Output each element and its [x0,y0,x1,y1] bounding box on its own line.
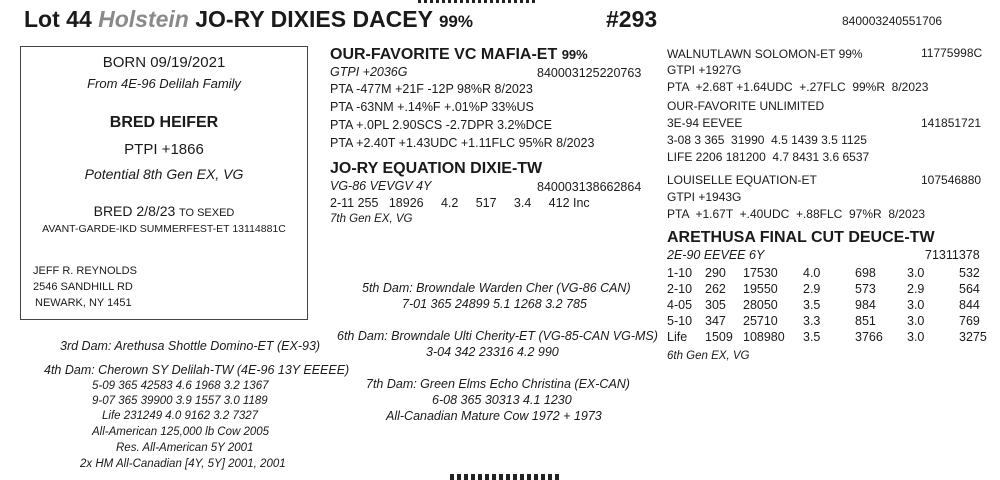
table-cell: 5-10 [667,314,693,328]
table-cell: 108980 [743,330,785,344]
lot-label: Lot 44 [24,6,92,32]
dam-dam-reg: 71311378 [925,248,980,262]
born-date: BORN 09/19/2021 [102,54,226,71]
sire-gtpi: GTPI +2036G [330,65,408,79]
fourth-dam-honor: 2x HM All-Canadian [4Y, 5Y] 2001, 2001 [80,458,286,470]
sire-sire-pta: PTA +2.68T +1.64UDC +.27FLC 99%R 8/2023 [667,80,929,94]
top-border-ornament [418,0,538,3]
table-cell: 564 [959,282,980,296]
dam-sire-pta: PTA +1.67T +.40UDC +.88FLC 97%R 8/2023 [667,207,926,221]
dam-classification: VG-86 VEVGV 4Y [330,179,432,193]
table-cell: 532 [959,266,980,280]
table-cell: 3275 [959,330,987,344]
table-cell: 2.9 [907,282,925,296]
table-cell: 4.0 [803,266,821,280]
table-cell: 3.0 [907,330,925,344]
table-cell: 1-10 [667,266,693,280]
bred-date: BRED 2/8/23 [93,203,176,219]
table-cell: 3766 [855,330,883,344]
dam-dam-generations: 6th Gen EX, VG [667,350,750,362]
dam-sire-name: LOUISELLE EQUATION-ET [667,173,817,187]
sire-dam-record: 3-08 3 365 31990 4.5 1439 3.5 1125 [667,133,867,147]
table-cell: 851 [855,314,876,328]
table-cell: 347 [705,314,726,328]
dam-dam-record-table [667,265,999,345]
table-row [667,329,999,345]
table-cell: 844 [959,298,980,312]
table-cell: 305 [705,298,726,312]
table-cell: 25710 [743,314,778,328]
table-cell: 290 [705,266,726,280]
table-cell: 3.5 [803,298,821,312]
table-row [667,297,999,313]
dam-sire-reg: 107546880 [921,173,982,187]
fourth-dam-honor: Res. All-American 5Y 2001 [116,442,254,454]
third-dam: 3rd Dam: Arethusa Shottle Domino-ET (EX-93) [60,339,321,353]
table-row [667,313,999,329]
sixth-dam: 6th Dam: Browndale Ulti Cherity-ET (VG-85-CAN VG-MS) [337,329,658,343]
animal-registration: 840003240551706 [842,14,943,28]
table-cell: 28050 [743,298,778,312]
sixth-dam-record: 3-04 342 23316 4.2 990 [426,345,559,359]
seventh-dam-record: 6-08 365 30313 4.1 1230 [432,393,572,407]
owner-address: 2546 SANDHILL RD [33,281,133,293]
dam-dam-name: ARETHUSA FINAL CUT DEUCE-TW [667,229,935,246]
sire-dam-name: OUR-FAVORITE UNLIMITED [667,99,825,113]
dam-record: 2-11 255 18926 4.2 517 3.4 412 Inc [330,196,590,210]
sire-sire-reg: 11775998C [921,46,983,60]
lot-header [24,6,473,33]
bottom-border-ornament [450,474,560,480]
table-cell: 3.0 [907,266,925,280]
bred-line [21,203,307,222]
table-cell: 3.0 [907,298,925,312]
table-cell: 769 [959,314,980,328]
animal-status: BRED HEIFER [109,114,219,131]
dam-name: JO-RY EQUATION DIXIE-TW [330,160,543,177]
table-cell: 3.5 [803,330,821,344]
owner-name: JEFF R. REYNOLDS [33,265,137,277]
info-box [20,46,308,320]
table-cell: 984 [855,298,876,312]
breed-label: Holstein [98,6,189,32]
sire-pta-line: PTA +2.40T +1.43UDC +1.11FLC 95%R 8/2023 [330,136,595,150]
table-cell: 19550 [743,282,778,296]
bred-to: TO SEXED [178,207,235,219]
fourth-dam: 4th Dam: Cherown SY Delilah-TW (4E-96 13Y EEEEE) [44,363,350,377]
table-cell: 2-10 [667,282,693,296]
sire-sire-gtpi: GTPI +1927G [667,63,742,77]
table-cell: 2.9 [803,282,821,296]
dam-registration: 840003138662864 [537,180,642,194]
sire-pct: 99% [561,47,588,62]
animal-name: JO-RY DIXIES DACEY [195,6,433,32]
sire-block [330,46,594,152]
sire-dam-reg: 141851721 [921,116,982,130]
fourth-dam-record: 9-07 365 39900 3.9 1557 3.0 1189 [92,395,268,407]
fourth-dam-record: 5-09 365 42583 4.6 1968 3.2 1367 [92,380,269,392]
sire-dam-class: 3E-94 EEVEE [667,116,743,130]
table-cell: 573 [855,282,876,296]
sire-pta-list [330,80,594,152]
dam-dam-records [667,265,999,345]
sire-name: OUR-FAVORITE VC MAFIA-ET [330,46,558,63]
fourth-dam-honor: All-American 125,000 lb Cow 2005 [92,426,270,438]
dam-sire-gtpi: GTPI +1943G [667,190,742,204]
table-cell: 3.0 [907,314,925,328]
sire-registration: 840003125220763 [537,66,642,80]
table-cell: 262 [705,282,726,296]
table-cell: 1509 [705,330,733,344]
table-row [667,281,999,297]
sire-pta-line: PTA -63NM +.14%F +.01%P 33%US [330,100,534,114]
table-cell: Life [667,330,688,344]
table-row [667,265,999,281]
fourth-dam-life: Life 231249 4.0 9162 3.2 7327 [102,410,259,422]
table-cell: 17530 [743,266,778,280]
table-cell: 698 [855,266,876,280]
table-cell: 4-05 [667,298,693,312]
service-sire: AVANT-GARDE-IKD SUMMERFEST-ET 13114881C [42,223,286,235]
sire-pta-line: PTA -477M +21F -12P 98%R 8/2023 [330,82,533,96]
dam-generations: 7th Gen EX, VG [330,213,413,225]
lot-number: #293 [606,6,658,32]
family-line: From 4E-96 Delilah Family [87,76,241,91]
potential-line: Potential 8th Gen EX, VG [84,166,244,182]
sire-pta-line: PTA +.0PL 2.90SCS -2.7DPR 3.2%DCE [330,118,552,132]
sire-title [330,46,594,64]
ptpi-value: PTPI +1866 [124,141,204,158]
animal-pct: 99% [438,12,473,31]
owner-city: NEWARK, NY 1451 [35,297,132,309]
seventh-dam-honor: All-Canadian Mature Cow 1972 + 1973 [386,409,602,423]
seventh-dam: 7th Dam: Green Elms Echo Christina (EX-CAN) [366,377,630,391]
sire-dam-life: LIFE 2206 181200 4.7 8431 3.6 6537 [667,150,870,164]
sire-sire-name: WALNUTLAWN SOLOMON-ET 99% [667,47,863,61]
dam-dam-class: 2E-90 EEVEE 6Y [667,248,765,262]
fifth-dam: 5th Dam: Browndale Warden Cher (VG-86 CAN) [362,281,631,295]
fifth-dam-record: 7-01 365 24899 5.1 1268 3.2 785 [402,297,587,311]
table-cell: 3.3 [803,314,821,328]
